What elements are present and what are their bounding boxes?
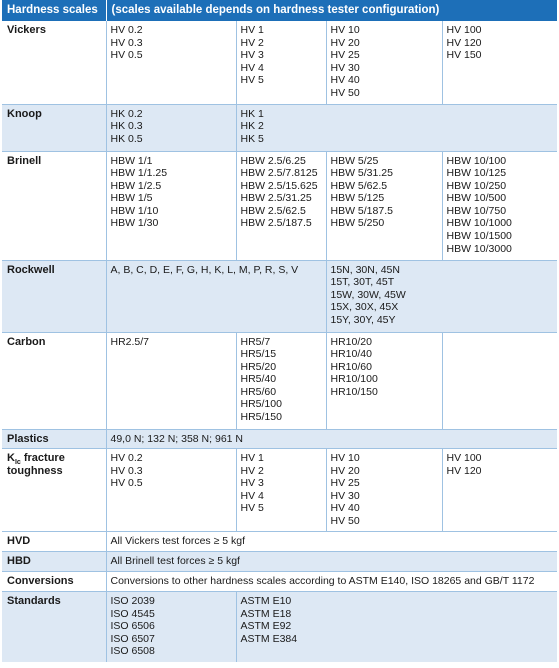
row-label: Knoop (2, 104, 106, 151)
table-header-row (2, 0, 557, 21)
cell-list (236, 104, 557, 151)
row-label: HVD (2, 532, 106, 552)
scale-entry: ASTM E18 (240, 607, 292, 620)
scale-entry: HV 10 (330, 24, 360, 36)
scale-entry: ASTM E384 (240, 632, 298, 645)
scale-entry: HV 5 (240, 74, 264, 87)
scale-entry: 15Y, 30Y, 45Y (330, 313, 396, 326)
scale-entry: HBW 5/125 (330, 192, 385, 205)
scale-entry: HBW 1/10 (110, 204, 159, 217)
scale-entry: HV 3 (240, 477, 264, 490)
scale-entry: HR2.5/7 (110, 335, 150, 348)
scale-entry: HV 25 (330, 477, 360, 490)
scale-entry: HV 0.5 (110, 477, 143, 490)
row-label: Standards (2, 592, 106, 662)
scale-entry: HR5/100 (240, 398, 282, 411)
cell-list (326, 21, 442, 104)
scale-entry: HBW 10/1500 (446, 230, 512, 243)
scale-entry: HBW 2.5/6.25 (240, 154, 306, 167)
rockwell-scales: A, B, C, D, E, F, G, H, K, L, M, P, R, S, V (106, 260, 326, 332)
scale-entry: HV 3 (240, 49, 264, 62)
scale-entry: HK 1 (240, 107, 264, 120)
scale-entry: HR5/7 (240, 335, 271, 348)
scale-entry: HR10/100 (330, 373, 378, 386)
row-standards (2, 592, 557, 662)
scale-entry: HBW 2.5/187.5 (240, 217, 312, 230)
label-sub: Ic (14, 459, 21, 467)
scale-entry: HBW 2.5/31.25 (240, 192, 312, 205)
scale-entry: HV 30 (330, 61, 360, 74)
scale-entry: HV 1 (240, 24, 264, 36)
scale-entry: HR10/60 (330, 360, 372, 373)
conversions-value: Conversions to other hardness scales according to ASTM E140, ISO 18265 and GB/T 1172 (106, 572, 557, 592)
cell-list (106, 151, 236, 260)
hardness-scales-table (2, 0, 557, 662)
cell-list (236, 332, 326, 429)
scale-entry: HBW 1/2.5 (110, 179, 162, 192)
scale-entry: HV 5 (240, 502, 264, 515)
cell-list (236, 151, 326, 260)
row-label (2, 449, 106, 532)
label-rest: fracture (20, 452, 65, 465)
scale-entry: HK 2 (240, 120, 264, 133)
row-brinell (2, 151, 557, 260)
cell-list (442, 21, 557, 104)
scale-entry: ASTM E10 (240, 595, 292, 608)
scale-entry: HV 0.3 (110, 36, 143, 49)
row-label: Plastics (2, 429, 106, 449)
row-vickers (2, 21, 557, 104)
row-label: HBD (2, 552, 106, 572)
row-label: Rockwell (2, 260, 106, 332)
scale-entry: HV 2 (240, 36, 264, 49)
scale-entry: 15N, 30N, 45N (330, 263, 400, 276)
scale-entry: HK 0.3 (110, 120, 143, 133)
scale-entry: ISO 4545 (110, 607, 155, 620)
scale-entry: HBW 1/5 (110, 192, 153, 205)
cell-list (106, 592, 236, 662)
row-label: Vickers (2, 21, 106, 104)
row-label: Carbon (2, 332, 106, 429)
scale-entry: 15W, 30W, 45W (330, 288, 406, 301)
row-hbd (2, 552, 557, 572)
scale-entry: ASTM E92 (240, 620, 292, 633)
scale-entry: HV 25 (330, 49, 360, 62)
cell-list (442, 449, 557, 532)
cell-list (326, 151, 442, 260)
scale-entry: HBW 5/25 (330, 154, 379, 167)
scale-entry: HBW 10/3000 (446, 242, 512, 255)
scale-entry: HBW 10/1000 (446, 217, 512, 230)
row-hvd (2, 532, 557, 552)
scale-entry: HBW 1/1 (110, 154, 153, 167)
cell-list (442, 151, 557, 260)
scale-entry: HBW 1/1.25 (110, 167, 168, 180)
scale-entry: HR10/20 (330, 335, 372, 348)
scale-entry: HBW 5/62.5 (330, 179, 388, 192)
scale-entry: HV 4 (240, 61, 264, 74)
row-rockwell (2, 260, 557, 332)
scale-entry: HV 150 (446, 49, 482, 62)
row-knoop (2, 104, 557, 151)
scale-entry: HBW 10/500 (446, 192, 507, 205)
scale-entry: HR5/20 (240, 360, 277, 373)
cell-list (326, 449, 442, 532)
cell-empty (442, 332, 557, 429)
scale-entry: HV 30 (330, 489, 360, 502)
scale-entry: HR5/150 (240, 411, 282, 424)
scale-entry: HV 1 (240, 452, 264, 465)
row-fracture-toughness (2, 449, 557, 532)
scale-entry: HV 0.2 (110, 452, 143, 465)
cell-list (236, 449, 326, 532)
scale-entry: ISO 6506 (110, 620, 155, 633)
scale-entry: HV 0.3 (110, 464, 143, 477)
scale-entry: HBW 10/100 (446, 154, 507, 167)
scale-entry: HK 5 (240, 132, 264, 145)
hbd-value: All Brinell test forces ≥ 5 kgf (106, 552, 557, 572)
scale-entry: HV 40 (330, 74, 360, 87)
scale-entry: HV 2 (240, 464, 264, 477)
cell-list (106, 104, 236, 151)
header-note: (scales available depends on hardness tester configuration) (106, 0, 557, 21)
cell-list (326, 260, 557, 332)
scale-entry: HV 120 (446, 464, 482, 477)
hvd-value: All Vickers test forces ≥ 5 kgf (106, 532, 557, 552)
scale-entry: HBW 5/250 (330, 217, 385, 230)
row-carbon (2, 332, 557, 429)
scale-entry: HBW 2.5/62.5 (240, 204, 306, 217)
scale-entry: HV 4 (240, 489, 264, 502)
scale-entry: HBW 10/750 (446, 204, 507, 217)
row-label: Conversions (2, 572, 106, 592)
row-label: Brinell (2, 151, 106, 260)
scale-entry: HR10/150 (330, 385, 378, 398)
scale-entry: HV 0.2 (110, 24, 143, 36)
scale-entry: HV 50 (330, 86, 360, 99)
row-conversions (2, 572, 557, 592)
scale-entry: ISO 6508 (110, 645, 155, 658)
cell-list (326, 332, 442, 429)
header-hardness-scales: Hardness scales (2, 0, 106, 21)
scale-entry: HV 0.5 (110, 49, 143, 62)
cell-list (106, 332, 236, 429)
scale-entry: HV 100 (446, 452, 482, 465)
scale-entry: HR10/40 (330, 348, 372, 361)
cell-list (106, 449, 236, 532)
scale-entry: HV 40 (330, 502, 360, 515)
scale-entry: HBW 2.5/7.8125 (240, 167, 318, 180)
scale-entry: 15X, 30X, 45X (330, 301, 399, 314)
scale-entry: HR5/40 (240, 373, 277, 386)
cell-list (236, 592, 557, 662)
scale-entry: HBW 5/31.25 (330, 167, 393, 180)
label-line2: toughness (7, 464, 63, 477)
scale-entry: HR5/15 (240, 348, 277, 361)
scale-entry: HV 10 (330, 452, 360, 465)
scale-entry: HV 100 (446, 24, 482, 36)
scale-entry: HBW 5/187.5 (330, 204, 393, 217)
scale-entry: 15T, 30T, 45T (330, 276, 395, 289)
scale-entry: HBW 10/250 (446, 179, 507, 192)
label-k: K (7, 452, 15, 465)
scale-entry: HV 50 (330, 515, 360, 528)
cell-list (106, 21, 236, 104)
scale-entry: HR5/60 (240, 385, 277, 398)
scale-entry: HV 20 (330, 36, 360, 49)
scale-entry: ISO 2039 (110, 595, 155, 608)
scale-entry: HK 0.5 (110, 132, 143, 145)
cell-list (236, 21, 326, 104)
scale-entry: HV 120 (446, 36, 482, 49)
scale-entry: HV 20 (330, 464, 360, 477)
scale-entry: HK 0.2 (110, 107, 143, 120)
plastics-forces: 49,0 N; 132 N; 358 N; 961 N (106, 429, 557, 449)
scale-entry: HBW 1/30 (110, 217, 159, 230)
scale-entry: ISO 6507 (110, 632, 155, 645)
row-plastics (2, 429, 557, 449)
scale-entry: HBW 10/125 (446, 167, 507, 180)
scale-entry: HBW 2.5/15.625 (240, 179, 318, 192)
